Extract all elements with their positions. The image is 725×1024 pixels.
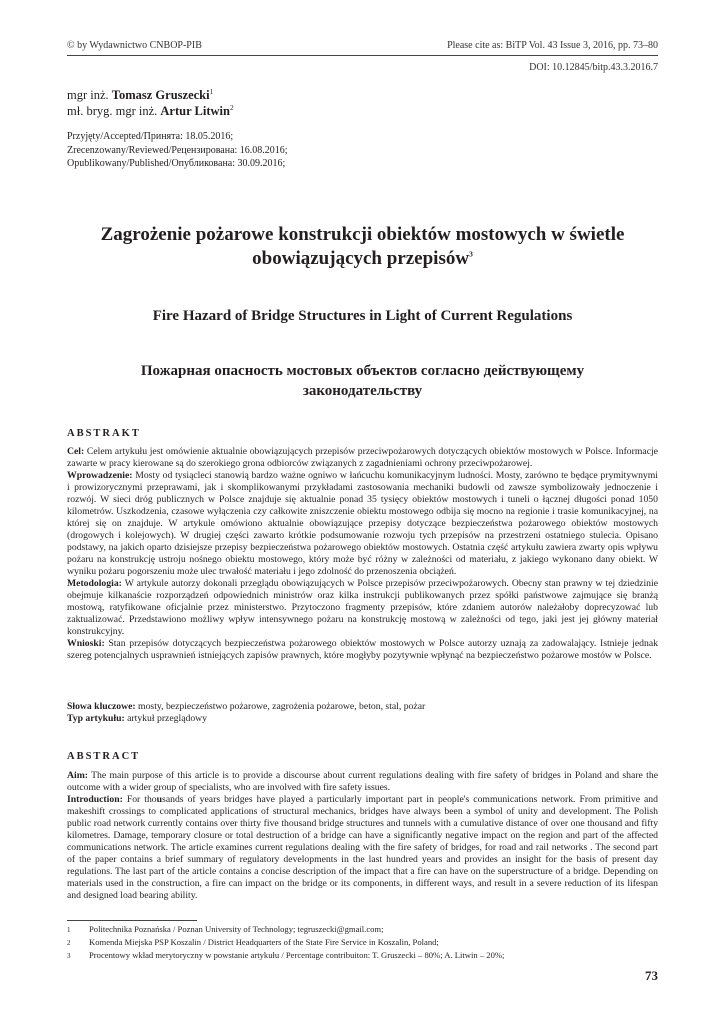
- abstract-en-aim-label: Aim:: [67, 770, 88, 781]
- footnote-1-number: 1: [67, 926, 71, 934]
- title-english: Fire Hazard of Bridge Structures in Light of Current Regulations: [152, 308, 573, 324]
- title-polish: [67, 223, 658, 271]
- footnote-1: [67, 923, 658, 936]
- keywords: [67, 701, 658, 713]
- abstract-pl-intro-label: Wprowadzenie:: [67, 470, 133, 481]
- footnote-2-number: 2: [67, 939, 71, 947]
- abstract-en-intro: [67, 794, 658, 902]
- footnote-2: [67, 936, 658, 949]
- title-russian-line-1: Пожарная опасность мостовых объектов согласно действующему: [140, 363, 585, 379]
- date-published: Opublikowany/Published/Опубликована: 30.09.2016;: [67, 158, 286, 169]
- author-2-footnote-mark: 2: [229, 102, 234, 112]
- abstract-en-aim-text: The main purpose of this article is to provide a discourse about current regulations dealing with fire safety of bridges in Poland and share the outcome with a wider group of specialists, who are involved with fire safety issues.: [67, 770, 658, 793]
- header-divider: [67, 55, 658, 56]
- keywords-label: Słowa kluczowe:: [67, 701, 136, 712]
- abstract-pl-heading: ABSTRAKT: [67, 428, 141, 439]
- footnote-3-text: Procentowy wkład merytoryczny w powstanie artykułu / Percentage contribuiton: T. Gruszecki – 80%; A. Litwin – 20%;: [89, 950, 505, 960]
- abstract-pl-intro-text: Mosty od tysiącleci stanowią bardzo ważne ogniwo w łańcuchu komunikacyjnym ludności. Mosty, zarówno te będące prymitywnymi i prowizorycznymi przeprawami, jak i skomplikowanymi przykładami zastosowania mechaniki budowli od zawsze symbolizowały jednoczenie i rozwój. W sieci dróg publicznych w Polsce znajduje się aktualnie ponad 35 tysięcy obiektów mostowych i tuneli o łącznej długości ponad 1050 kilometrów. Uszkodzenia, czasowe wyłączenia czy całkowite zniszczenie obiektu mostowego odbija się mocno na regionie i trasie komunikacyjnej, na której się on znajduje. W artykule omówiono aktualnie obowiązujące przepisy dotyczące bezpieczeństwa pożarowego obiektów mostowych (drogowych i kolejowych). W drugiej części zawarto krótkie podsumowanie rozwoju tych przepisów na przestrzeni ostatniego stulecia. Opisano podstawy, na jakich oparto dzisiejsze przepisy bezpieczeństwa pożarowego obiektów mostowych. Ostatnia część artykułu zawiera zwarty opis wpływu pożaru na konstrukcję ustroju nośnego obiektu mostowego, który może być różny w zależności od materiału, z jakiego wykonano dany obiekt. W wyniku pożaru pogorszeniu może ulec trwałość materiału i jego zdolność do przenoszenia obciążeń.: [67, 470, 658, 577]
- title-polish-line-1: Zagrożenie pożarowe konstrukcji obiektów mostowych w świetle: [100, 224, 625, 245]
- author-2-title: mł. bryg. mgr inż.: [67, 104, 161, 118]
- keywords-text: mosty, bezpieczeństwo pożarowe, zagrożenia pożarowe, beton, stal, pożar: [135, 701, 426, 712]
- title-russian-line-2: законодательству: [302, 383, 423, 399]
- article-type-label: Typ artykułu:: [67, 713, 125, 724]
- doi: DOI: 10.12845/bitp.43.3.2016.7: [529, 62, 658, 73]
- footnotes: [67, 923, 658, 962]
- abstract-pl-meta: [67, 701, 658, 725]
- page-number: 73: [645, 968, 658, 983]
- abstract-pl-body: [67, 446, 658, 662]
- abstract-en-aim: [67, 770, 658, 794]
- abstract-pl-method-text: W artykule autorzy dokonali przeglądu obowiązujących w Polsce przepisów przeciwpożarowych. Obecny stan prawny w tej dziedzinie obejmuje kilkanaście rozporządzeń odpowiednich ministrów oraz kilka instrukcji publikowanych przez spółki państwowe zajmujące się branżą mostową, ratyfikowane oficjalnie przez ministerstwo. Przytoczono fragmenty przepisów, które zdaniem autorów należałoby doprecyzować lub zaktualizować. Przedstawiono możliwy wpływ intensywnego pożaru na konstrukcję mostową w zależności od tego, jaki jest jej główny materiał konstrukcyjny.: [67, 578, 658, 637]
- abstract-pl-conclusions-label: Wnioski:: [67, 638, 105, 649]
- abstract-en-intro-text-b: sands of years bridges have played a particularly important part in people's communications network. From primitive and makeshift crossings to complicated applications of structural mechanics, bridges have always been a symbol of unity and development. The Polish public road network currently contains over thirty five thousand bridge structures and tunnels with a cumulative distance of over one thousand and fifty kilometres. Damage, temporary closure or total destruction of a bridge can have a significantly negative impact on the region and part of the affected communications network. The article examines current regulations dealing with the fire safety of bridges, for road and rail networks . The second part of the paper contains a brief summary of regulatory developments in the last hundred years and provides an insight for the basis of present day regulations. The last part of the article contains a concise description of the impact that a fire can have on the superstructure of a bridge. Depending on materials used in the construction, a fire can impact on the bridge or its components, in different ways, and result in a severe reduction of its lifespan and designed load bearing ability.: [67, 794, 658, 901]
- title-polish-line-2: [67, 247, 658, 271]
- author-2: [67, 103, 234, 119]
- footnote-2-text: Komenda Miejska PSP Koszalin / District Headquarters of the State Fire Service in Koszalin, Poland;: [89, 937, 439, 947]
- abstract-pl-method: [67, 578, 658, 638]
- author-1-title: mgr inż.: [67, 88, 112, 102]
- author-1-footnote-mark: 1: [209, 86, 214, 96]
- abstract-pl-intro: [67, 470, 658, 578]
- abstract-en-intro-bold-letter: u: [156, 794, 163, 805]
- abstract-pl-aim-text: Celem artykułu jest omówienie aktualnie obowiązujących przepisów przeciwpożarowych dotyczących obiektów mostowych w Polsce. Informacje zawarte w pracy kierowane są do szerokiego grona odbiorców związanych z zagadnieniami ochrony przeciwpożarowej.: [67, 446, 658, 469]
- footnote-3: [67, 949, 658, 962]
- publication-dates: [67, 130, 288, 171]
- authors: [67, 87, 234, 119]
- footnote-3-number: 3: [67, 952, 71, 960]
- abstract-pl-conclusions: [67, 638, 658, 662]
- date-reviewed: Zrecenzowany/Reviewed/Рецензирована: 16.08.2016;: [67, 144, 288, 156]
- date-accepted: Przyjęty/Accepted/Принята: 18.05.2016;: [67, 131, 234, 142]
- citation-note: Please cite as: BiTP Vol. 43 Issue 3, 2016, pp. 73–80: [447, 40, 658, 51]
- title-polish-line-2-text: obowiązujących przepisów: [252, 248, 470, 269]
- abstract-pl-aim: [67, 446, 658, 470]
- abstract-en-heading: ABSTRACT: [67, 751, 141, 762]
- abstract-en-intro-text-a: For tho: [122, 794, 157, 805]
- article-type: [67, 713, 658, 725]
- footnote-1-text: Politechnika Poznańska / Poznan University of Technology; tegruszecki@gmail.com;: [89, 924, 384, 934]
- title-russian: [67, 361, 658, 401]
- abstract-pl-aim-label: Cel:: [67, 446, 85, 457]
- author-1: [67, 87, 234, 103]
- publisher-note: © by Wydawnictwo CNBOP-PIB: [67, 40, 202, 51]
- title-footnote-mark: 3: [469, 249, 473, 259]
- abstract-en-body: [67, 770, 658, 902]
- author-1-name: Tomasz Gruszecki: [111, 88, 210, 102]
- footnote-divider: [67, 920, 197, 921]
- abstract-pl-method-label: Metodologia:: [67, 578, 122, 589]
- abstract-pl-conclusions-text: Stan przepisów dotyczących bezpieczeństwa pożarowego obiektów mostowych w Polsce autorzy uznają za zadowalający. Istnieje jednak szereg potencjalnych usprawnień istniejących zapisów prawnych, które mogłyby pozytywnie wpłynąć na bezpieczeństwo pożarowe mostów w Polsce.: [67, 638, 658, 661]
- abstract-en-intro-label: Introduction:: [67, 794, 123, 805]
- author-2-name: Artur Litwin: [160, 104, 230, 118]
- article-type-text: artykuł przeglądowy: [124, 713, 208, 724]
